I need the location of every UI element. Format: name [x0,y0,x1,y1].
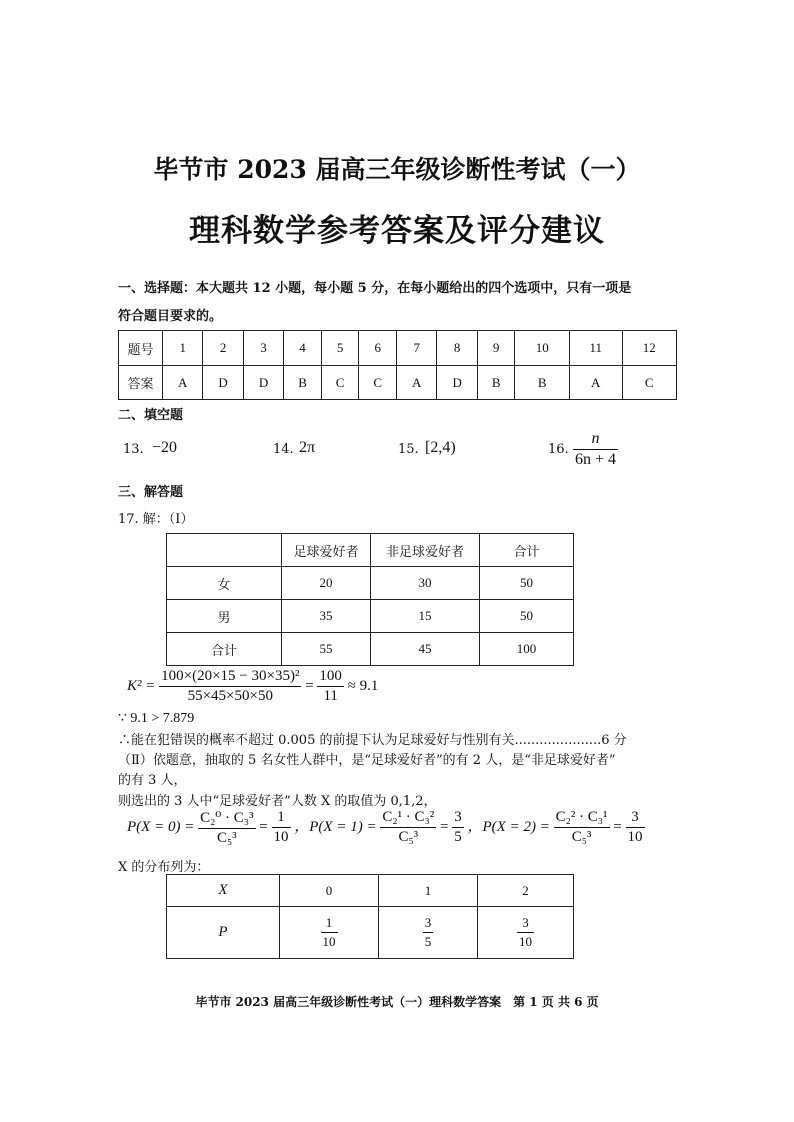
contingency-header-cell: 非足球爱好者 [371,534,480,567]
p1-lhs: ，P(X = 1) = [294,818,377,835]
answer-cell: D [203,366,243,400]
p1-numerator: C₂¹ · C₃² [380,809,436,828]
k2-simplified-num: 100 [317,668,344,687]
p1-value-num: 3 [452,809,464,828]
p0-value-num: 1 [272,809,291,828]
p-fraction-num: 3 [423,915,434,933]
p0-lhs: P(X = 0) = [127,818,195,835]
p1-denominator: C₅³ [398,829,419,845]
contingency-cell: 100 [480,633,574,666]
answer-row [119,366,677,400]
q16-fraction [573,430,618,469]
k2-simplified-fraction [317,668,344,705]
p-fraction-den: 10 [322,934,336,949]
p1-fraction [380,809,436,846]
part2-line1: （Ⅱ）依题意，抽取的 5 名女性人群中，是“足球爱好者”的有 2 人，是“非足球爱好者” [118,753,616,768]
contingency-cell: 50 [480,567,574,600]
p1-value-den: 5 [454,829,462,845]
because-line: ∵ 9.1 > 7.879 [118,711,195,726]
p0-numerator: C₂⁰ · C₃³ [198,808,255,829]
distribution-x-value: 2 [478,875,574,907]
contingency-header-cell [167,534,282,567]
k2-approx: ≈ 9.1 [347,677,379,694]
p0-fraction [198,808,255,847]
answer-cell: A [569,366,622,400]
distribution-x-label: X [167,875,280,907]
p2-value [626,809,645,846]
p2-numerator: C₂² · C₃¹ [554,809,610,828]
contingency-table [166,533,574,666]
k2-formula [127,668,378,705]
k2-simplified-den: 11 [323,688,338,704]
answer-cell: A [397,366,437,400]
section3-heading: 三、解答题 [118,485,184,500]
part2-line2: 的有 3 人， [118,773,187,788]
p2-lhs: ，P(X = 2) = [467,818,550,835]
therefore-line: ∴能在犯错误的概率不超过 0.005 的前提下认为足球爱好与性别有关.....................6 分 [118,733,627,748]
distribution-x-value: 0 [280,875,379,907]
question-number-cell: 5 [321,331,359,366]
answer-cell: B [515,366,569,400]
page-footer: 毕节市 2023 届高三年级诊断性考试（一）理科数学答案 第 1 页 共 6 页 [195,995,599,1009]
question-number-row [119,331,677,366]
answer-cell: B [284,366,322,400]
contingency-header-cell: 足球爱好者 [282,534,371,567]
contingency-row [167,567,574,600]
contingency-row [167,633,574,666]
p2-equals: = [613,818,622,835]
question-number-cell: 11 [569,331,622,366]
contingency-header-cell: 合计 [480,534,574,567]
distribution-p-value [478,907,574,959]
q16-answer [573,430,618,469]
q15-label: 15. [398,442,419,457]
distribution-x-value: 1 [379,875,478,907]
k2-denominator: 55×45×50×50 [187,688,273,704]
question-number-cell: 4 [284,331,322,366]
p0-value-den: 10 [273,829,289,845]
answer-cell: C [321,366,359,400]
contingency-row [167,600,574,633]
p-fraction-den: 10 [519,934,532,949]
p0-denominator: C₅³ [216,830,237,846]
q16-denominator: 6n + 4 [575,451,617,468]
contingency-cell: 30 [371,567,480,600]
contingency-cell: 20 [282,567,371,600]
distribution-x-row [167,875,574,907]
choice-answer-table [118,330,677,400]
q17-intro: 17. 解：（Ⅰ） [118,512,194,527]
q13-answer: −20 [152,439,178,456]
distribution-p-row [167,907,574,959]
contingency-cell: 50 [480,600,574,633]
page-subtitle: 理科数学参考答案及评分建议 [189,213,605,249]
p2-value-den: 10 [627,829,643,845]
question-number-cell: 3 [243,331,283,366]
q16-label: 16. [548,442,569,457]
section1-heading: 一、选择题：本大题共 12 小题，每小题 5 分，在每小题给出的四个选项中，只有一项是 [118,281,632,296]
distribution-p-value [280,907,379,959]
row-label-answer: 答案 [119,366,163,400]
p2-fraction [554,809,610,846]
question-number-cell: 8 [437,331,477,366]
answer-cell: A [163,366,203,400]
q14-label: 14. [273,442,294,457]
question-number-cell: 10 [515,331,569,366]
contingency-cell: 45 [371,633,480,666]
p-fraction [321,915,338,950]
contingency-header-row [167,534,574,567]
question-number-cell: 1 [163,331,203,366]
k2-lhs: K² = [127,677,156,694]
contingency-cell: 合计 [167,633,282,666]
q16-numerator: n [573,430,618,450]
probability-formulas [127,808,645,847]
p2-denominator: C₅³ [571,829,592,845]
answer-cell: B [477,366,515,400]
answer-cell: C [622,366,676,400]
question-number-cell: 9 [477,331,515,366]
p-fraction [517,915,534,950]
contingency-cell: 55 [282,633,371,666]
k2-numerator: 100×(20×15 − 30×35)² [159,668,301,687]
question-number-cell: 6 [359,331,397,366]
distribution-table [166,874,574,959]
question-number-cell: 7 [397,331,437,366]
p-fraction-den: 5 [424,934,432,949]
p1-equals: = [440,818,449,835]
q14-answer: 2π [299,439,316,456]
page-title: 毕节市 2023 届高三年级诊断性考试（一） [153,155,641,184]
p-fraction-num: 1 [321,915,338,933]
section1-heading-cont: 符合题目要求的。 [118,309,223,324]
answer-cell: C [359,366,397,400]
p1-value [452,809,464,846]
answer-cell: D [243,366,283,400]
q15-answer: [2,4) [425,439,456,456]
contingency-cell: 35 [282,600,371,633]
q13-label: 13. [123,442,144,457]
k2-main-fraction [159,668,301,705]
p2-value-num: 3 [626,809,645,828]
question-number-cell: 2 [203,331,243,366]
row-label-question: 题号 [119,331,163,366]
section2-heading: 二、填空题 [118,408,184,423]
p0-value [272,809,291,846]
p-fraction [423,915,434,950]
distribution-p-label: P [167,907,280,959]
answer-cell: D [437,366,477,400]
p-fraction-num: 3 [517,915,534,933]
distribution-intro: X 的分布列为： [118,860,210,875]
distribution-p-value [379,907,478,959]
k2-equals: = [305,677,314,694]
contingency-cell: 女 [167,567,282,600]
contingency-cell: 男 [167,600,282,633]
part2-line3: 则选出的 3 人中“足球爱好者”人数 X 的取值为 0,1,2， [118,794,437,809]
p0-equals: = [259,818,268,835]
contingency-cell: 15 [371,600,480,633]
question-number-cell: 12 [622,331,676,366]
